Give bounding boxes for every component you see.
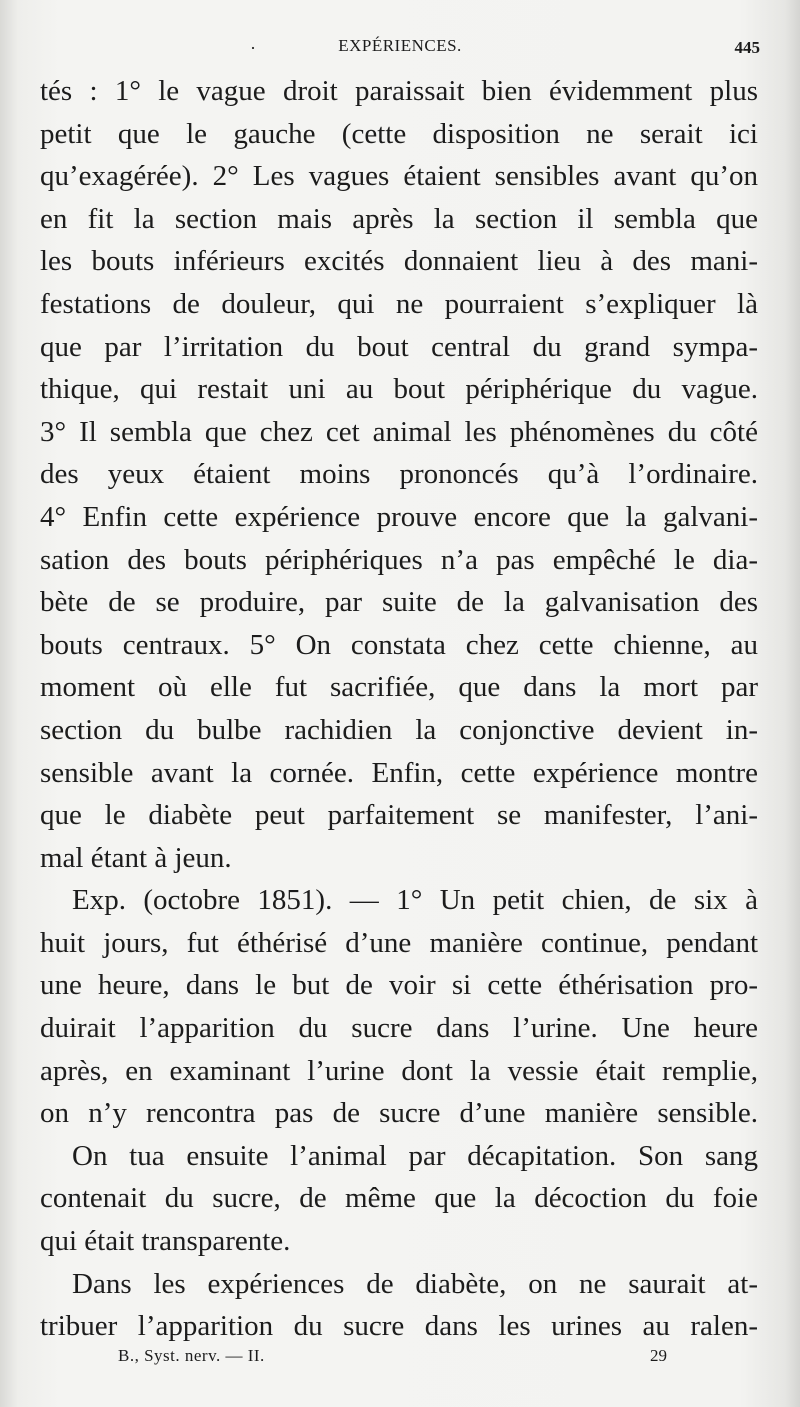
text-line: On tua ensuite l’animal par décapitation. Son sang — [72, 1139, 758, 1172]
page-footer — [40, 1346, 760, 1370]
page-number: 445 — [734, 38, 760, 57]
text-line: Exp. (octobre 1851). — 1° Un petit chien, de six à — [72, 884, 758, 917]
text-line: contenait du sucre, de même que la décoction du foie — [40, 1182, 758, 1215]
text-line: duirait l’apparition du sucre dans l’urine. Une heure — [40, 1012, 758, 1045]
page-body — [40, 70, 758, 1348]
text-line: des yeux étaient moins prononcés qu’à l’ordinaire. — [40, 458, 758, 491]
text-line: mal étant à jeun. — [40, 841, 232, 874]
text-line: en fit la section mais après la section il sembla que — [40, 202, 758, 235]
text-line: thique, qui restait uni au bout périphérique du vague. — [40, 373, 758, 406]
running-title: EXPÉRIENCES. — [338, 36, 462, 55]
text-line: qu’exagérée). 2° Les vagues étaient sensibles avant qu’on — [40, 160, 758, 193]
text-line: tribuer l’apparition du sucre dans les urines au ralen- — [40, 1310, 758, 1343]
text-line: sensible avant la cornée. Enfin, cette expérience montre — [40, 756, 758, 789]
text-line: Dans les expériences de diabète, on ne saurait at- — [72, 1267, 758, 1300]
text-line: 4° Enfin cette expérience prouve encore que la galvani- — [40, 500, 758, 533]
text-line: 3° Il sembla que chez cet animal les phénomènes du côté — [40, 415, 758, 448]
text-line: tés : 1° le vague droit paraissait bien évidemment plus — [40, 75, 758, 107]
signature-mark: B., Syst. nerv. — II. — [118, 1346, 265, 1365]
text-line: une heure, dans le but de voir si cette éthérisation pro- — [40, 969, 758, 1002]
header-dot: · — [250, 38, 256, 58]
text-line: les bouts inférieurs excités donnaient lieu à des mani- — [40, 245, 758, 278]
text-line: petit que le gauche (cette disposition ne serait ici — [40, 117, 758, 150]
text-line: bouts centraux. 5° On constata chez cette chienne, au — [40, 628, 758, 661]
text-line: huit jours, fut éthérisé d’une manière continue, pendant — [40, 926, 758, 959]
text-line: que le diabète peut parfaitement se manifester, l’ani- — [40, 799, 758, 832]
sheet-number: 29 — [650, 1346, 667, 1365]
text-line: on n’y rencontra pas de sucre d’une manière sensible. — [40, 1097, 758, 1130]
text-line: sation des bouts périphériques n’a pas empêché le dia- — [40, 543, 758, 576]
text-line: moment où elle fut sacrifiée, que dans la mort par — [40, 671, 758, 704]
text-line: bète de se produire, par suite de la galvanisation des — [40, 586, 758, 619]
text-line: que par l’irritation du bout central du grand sympa- — [40, 330, 758, 363]
text-line: qui était transparente. — [40, 1225, 291, 1258]
text-line: section du bulbe rachidien la conjonctive devient in- — [40, 713, 758, 746]
text-line: après, en examinant l’urine dont la vessie était remplie, — [40, 1054, 758, 1087]
text-line: festations de douleur, qui ne pourraient s’expliquer là — [40, 287, 758, 320]
running-header — [40, 34, 760, 60]
